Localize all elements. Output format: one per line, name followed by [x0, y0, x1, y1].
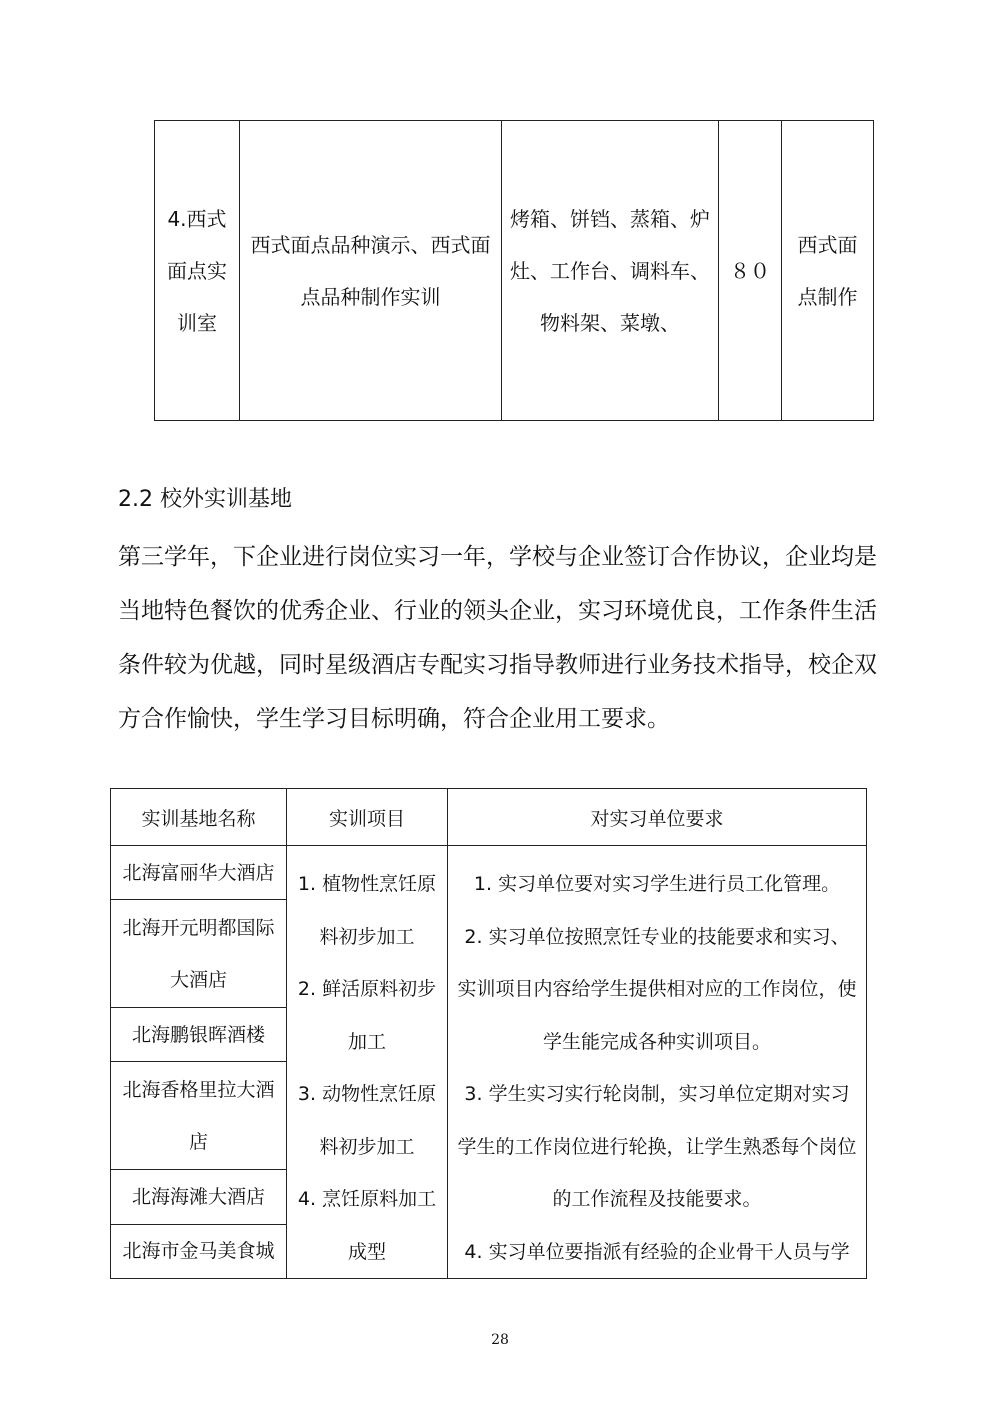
room-name-cell [155, 121, 240, 421]
base-name-line: 北海海滩大酒店 [131, 1185, 265, 1208]
base-name-line: 北海开元明都国际 [122, 916, 275, 939]
base-name-cell [111, 1008, 287, 1062]
training-room-table [154, 120, 874, 421]
equipment-cell [502, 121, 719, 421]
course-line: 点制作 [797, 284, 858, 309]
base-name-line: 北海鹏银晖酒楼 [131, 1023, 265, 1046]
paragraph-line: 条件较为优越，同时星级酒店专配实习指导教师进行业务技术指导，校企双 [118, 652, 877, 678]
function-line: 点品种制作实训 [300, 284, 441, 309]
function-line: 西式面点品种演示、西式面 [250, 232, 491, 257]
project-line: 3. 动物性烹饪原 [297, 1083, 437, 1105]
paragraph-line: 方合作愉快，学生学习目标明确，符合企业用工要求。 [118, 706, 670, 732]
requirement-line: 2. 实习单位按照烹饪专业的技能要求和实习、 [464, 925, 850, 948]
paragraph-line: 当地特色餐饮的优秀企业、行业的领头企业，实习环境优良，工作条件生活 [118, 598, 877, 624]
paragraph-line: 第三学年，下企业进行岗位实习一年，学校与企业签订合作协议，企业均是 [118, 544, 877, 570]
requirement-line: 1. 实习单位要对实习学生进行员工化管理。 [473, 873, 841, 895]
project-line: 料初步加工 [319, 1135, 415, 1158]
requirement-line: 3. 学生实习实行轮岗制，实习单位定期对实习 [464, 1083, 850, 1105]
function-cell [240, 121, 502, 421]
table-header-row [111, 789, 867, 846]
count-cell: ８０ [719, 121, 782, 421]
course-cell [782, 121, 874, 421]
section-heading: 2.2 校外实训基地 [118, 487, 292, 512]
base-name-cell [111, 1224, 287, 1278]
base-name-cell [111, 1062, 287, 1170]
equipment-line: 灶、工作台、调料车、 [510, 258, 710, 283]
project-line: 4. 烹饪原料加工 [297, 1188, 437, 1210]
room-name-line: 训室 [177, 310, 217, 335]
external-base-table [110, 788, 867, 1279]
project-line: 成型 [347, 1240, 386, 1263]
project-line: 加工 [347, 1030, 386, 1053]
equipment-line: 烤箱、饼铛、蒸箱、炉 [510, 206, 710, 231]
project-line: 2. 鲜活原料初步 [297, 978, 437, 1000]
room-name-line: 面点实 [167, 258, 227, 283]
room-name-line: 4.西式 [167, 206, 227, 231]
base-name-cell [111, 846, 287, 900]
column-header: 对实习单位要求 [448, 789, 867, 846]
base-name-cell [111, 1170, 287, 1224]
base-name-line: 北海香格里拉大酒 [122, 1078, 275, 1101]
project-line: 1. 植物性烹饪原 [297, 873, 437, 895]
column-header: 实训基地名称 [111, 789, 287, 846]
page-number: 28 [491, 1332, 509, 1348]
requirement-line: 4. 实习单位要指派有经验的企业骨干人员与学 [464, 1240, 850, 1263]
base-name-line: 北海富丽华大酒店 [122, 861, 275, 884]
base-name-line: 大酒店 [169, 968, 227, 991]
base-name-cell [111, 900, 287, 1008]
requirement-line: 的工作流程及技能要求。 [552, 1188, 762, 1210]
requirements-cell [448, 846, 867, 1279]
project-line: 料初步加工 [319, 925, 415, 948]
table-row [111, 846, 867, 900]
base-name-line: 店 [188, 1130, 208, 1153]
requirement-line: 学生能完成各种实训项目。 [542, 1030, 771, 1053]
requirement-line: 学生的工作岗位进行轮换，让学生熟悉每个岗位 [457, 1135, 857, 1158]
body-paragraph [118, 530, 908, 746]
base-name-line: 北海市金马美食城 [122, 1240, 275, 1263]
table-row [155, 121, 874, 421]
equipment-line: 物料架、菜墩、 [540, 310, 680, 335]
course-line: 西式面 [797, 232, 858, 257]
column-header: 实训项目 [287, 789, 448, 846]
requirement-line: 实训项目内容给学生提供相对应的工作岗位，使 [457, 978, 857, 1000]
projects-cell [287, 846, 448, 1279]
